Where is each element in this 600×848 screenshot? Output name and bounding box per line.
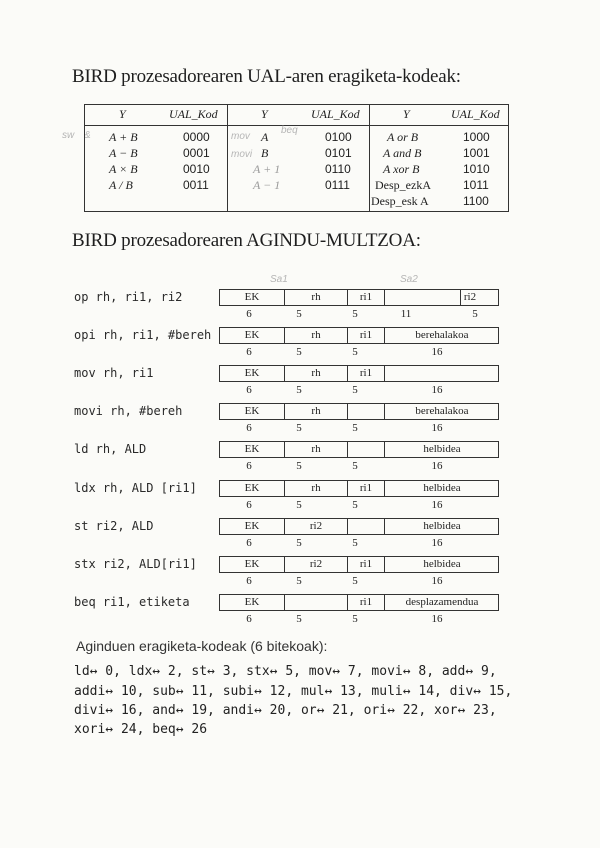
- ual-op: Desp_ezkA: [375, 178, 431, 192]
- field-bit-width: 5: [472, 308, 478, 320]
- instruction-format-box: [219, 441, 499, 458]
- ual-code: 0001: [183, 146, 210, 160]
- ual-code: 0010: [183, 162, 210, 176]
- field-bit-width: 5: [352, 537, 358, 549]
- ual-code: 1100: [463, 194, 489, 208]
- opcode-line: ld↔ 0, ldx↔ 2, st↔ 3, stx↔ 5, mov↔ 7, movi↔ 8, add↔ 9,: [74, 664, 497, 679]
- field-bit-width: 6: [246, 613, 252, 625]
- field-divider: [347, 519, 348, 534]
- format-field: ri1: [359, 367, 373, 379]
- ual-code: 0011: [183, 178, 209, 192]
- field-bit-width: 6: [246, 422, 252, 434]
- field-divider: [347, 595, 348, 610]
- instruction-mnemonic: op rh, ri1, ri2: [74, 290, 183, 304]
- ual-op: A − B: [109, 146, 138, 160]
- format-field: EK: [244, 329, 260, 341]
- format-field: EK: [244, 558, 260, 570]
- format-field: rh: [311, 329, 321, 341]
- format-field: berehalakoa: [415, 405, 469, 417]
- ual-table: [84, 104, 509, 212]
- ual-op: A: [261, 130, 269, 144]
- pencil-note-amp: &: [84, 130, 91, 141]
- format-field: ri1: [359, 329, 373, 341]
- format-field: rh: [311, 367, 321, 379]
- format-field: rh: [311, 443, 321, 455]
- format-field: EK: [244, 367, 260, 379]
- field-divider: [384, 557, 385, 572]
- pencil-note-mov: mov: [231, 131, 250, 142]
- format-field: helbidea: [423, 558, 461, 570]
- instruction-format-box: [219, 289, 499, 306]
- field-divider: [347, 557, 348, 572]
- field-bit-width: 5: [352, 308, 358, 320]
- instruction-format-box: [219, 403, 499, 420]
- field-divider: [347, 404, 348, 419]
- ual-code: 1000: [463, 130, 490, 144]
- field-divider: [384, 481, 385, 496]
- field-divider: [284, 519, 285, 534]
- field-divider: [284, 595, 285, 610]
- field-bit-width: 5: [296, 308, 302, 320]
- format-field: rh: [311, 291, 321, 303]
- header-y-1: Y: [119, 107, 126, 121]
- format-field: ri1: [359, 596, 373, 608]
- field-divider: [347, 366, 348, 381]
- format-field: EK: [244, 443, 260, 455]
- field-divider: [384, 595, 385, 610]
- ual-code: 0100: [325, 130, 352, 144]
- instruction-mnemonic: opi rh, ri1, #bereh: [74, 328, 212, 342]
- instruction-format-box: [219, 327, 499, 344]
- instruction-mnemonic: movi rh, #bereh: [74, 404, 183, 418]
- instruction-format-box: [219, 518, 499, 535]
- ual-code: 1001: [463, 146, 490, 160]
- field-bit-width: 6: [246, 346, 252, 358]
- field-bit-width: 16: [431, 346, 443, 358]
- field-divider: [384, 442, 385, 457]
- field-divider: [284, 481, 285, 496]
- field-bit-width: 16: [431, 613, 443, 625]
- format-field: helbidea: [423, 482, 461, 494]
- instruction-mnemonic: mov rh, ri1: [74, 366, 154, 380]
- format-field: rh: [311, 482, 321, 494]
- field-bit-width: 16: [431, 384, 443, 396]
- format-field: EK: [244, 291, 260, 303]
- field-bit-width: 5: [296, 537, 302, 549]
- ual-heading: BIRD prozesadorearen UAL-aren eragiketa-kodeak:: [72, 66, 461, 87]
- field-bit-width: 5: [352, 613, 358, 625]
- field-bit-width: 5: [296, 422, 302, 434]
- format-field: berehalakoa: [415, 329, 469, 341]
- field-bit-width: 16: [431, 537, 443, 549]
- instruction-mnemonic: ld rh, ALD: [74, 442, 147, 456]
- field-bit-width: 6: [246, 308, 252, 320]
- field-bit-width: 5: [352, 460, 358, 472]
- field-divider: [460, 290, 461, 305]
- format-field: ri1: [359, 482, 373, 494]
- ual-op: A + 1: [253, 162, 281, 176]
- field-bit-width: 5: [296, 460, 302, 472]
- format-field: EK: [244, 520, 260, 532]
- field-divider: [384, 328, 385, 343]
- field-bit-width: 5: [296, 575, 302, 587]
- ual-op: A − 1: [253, 178, 281, 192]
- ual-code: 1011: [463, 178, 489, 192]
- ual-code: 0111: [325, 178, 350, 192]
- field-divider: [284, 290, 285, 305]
- ual-code: 0110: [325, 162, 351, 176]
- header-y-2: Y: [261, 107, 268, 121]
- format-field: EK: [244, 596, 260, 608]
- ual-op: A or B: [387, 130, 419, 144]
- instruction-mnemonic: beq ri1, etiketa: [74, 595, 190, 609]
- field-bit-width: 16: [431, 460, 443, 472]
- field-bit-width: 5: [296, 613, 302, 625]
- header-y-3: Y: [403, 107, 410, 121]
- opcode-line: addi↔ 10, sub↔ 11, subi↔ 12, mul↔ 13, muli↔ 14, div↔ 15,: [74, 684, 513, 699]
- instruction-mnemonic: stx ri2, ALD[ri1]: [74, 557, 197, 571]
- field-divider: [384, 366, 385, 381]
- agindu-heading: BIRD prozesadorearen AGINDU-MULTZOA:: [72, 230, 421, 251]
- ual-op: A / B: [109, 178, 133, 192]
- ual-op: A and B: [383, 146, 422, 160]
- field-bit-width: 6: [246, 499, 252, 511]
- instruction-format-box: [219, 365, 499, 382]
- ual-op: A xor B: [383, 162, 420, 176]
- format-field: EK: [244, 482, 260, 494]
- field-divider: [384, 519, 385, 534]
- field-bit-width: 5: [352, 422, 358, 434]
- field-divider: [384, 290, 385, 305]
- field-divider: [284, 557, 285, 572]
- field-divider: [284, 442, 285, 457]
- instruction-mnemonic: ldx rh, ALD [ri1]: [74, 481, 197, 495]
- pencil-note-sa2: Sa2: [400, 274, 418, 285]
- field-divider: [347, 442, 348, 457]
- format-field: rh: [311, 405, 321, 417]
- format-field: ri2: [463, 291, 477, 303]
- column-divider: [369, 105, 370, 211]
- format-field: EK: [244, 405, 260, 417]
- field-bit-width: 5: [352, 499, 358, 511]
- field-bit-width: 5: [352, 384, 358, 396]
- field-bit-width: 6: [246, 384, 252, 396]
- field-divider: [284, 404, 285, 419]
- field-bit-width: 6: [246, 537, 252, 549]
- field-bit-width: 5: [352, 575, 358, 587]
- field-divider: [347, 481, 348, 496]
- field-divider: [347, 290, 348, 305]
- ual-code: 0000: [183, 130, 210, 144]
- ual-op: A + B: [109, 130, 138, 144]
- ual-op: B: [261, 146, 269, 160]
- format-field: ri1: [359, 291, 373, 303]
- format-field: helbidea: [423, 520, 461, 532]
- instruction-mnemonic: st ri2, ALD: [74, 519, 154, 533]
- field-divider: [384, 404, 385, 419]
- header-kod-2: UAL_Kod: [311, 107, 360, 121]
- instruction-format-box: [219, 594, 499, 611]
- header-kod-3: UAL_Kod: [451, 107, 500, 121]
- ual-code: 1010: [463, 162, 490, 176]
- opcode-line: xori↔ 24, beq↔ 26: [74, 722, 208, 737]
- field-bit-width: 5: [352, 346, 358, 358]
- ual-op: A × B: [109, 162, 138, 176]
- field-divider: [284, 328, 285, 343]
- field-bit-width: 5: [296, 346, 302, 358]
- header-kod-1: UAL_Kod: [169, 107, 218, 121]
- field-bit-width: 16: [431, 575, 443, 587]
- pencil-note-movi: movi: [231, 149, 253, 160]
- ual-code: 0101: [325, 146, 352, 160]
- field-divider: [347, 328, 348, 343]
- field-divider: [284, 366, 285, 381]
- column-divider: [227, 105, 228, 211]
- opcode-line: divi↔ 16, and↔ 19, andi↔ 20, or↔ 21, ori↔ 22, xor↔ 23,: [74, 703, 497, 718]
- pencil-note-beq: beq: [281, 125, 298, 136]
- pencil-note-sa1: Sa1: [270, 274, 288, 285]
- field-bit-width: 5: [296, 499, 302, 511]
- instruction-format-box: [219, 480, 499, 497]
- field-bit-width: 16: [431, 422, 443, 434]
- field-bit-width: 11: [400, 308, 412, 320]
- instruction-format-box: [219, 556, 499, 573]
- format-field: ri2: [309, 558, 323, 570]
- ual-op: Desp_esk A: [371, 194, 429, 208]
- field-bit-width: 16: [431, 499, 443, 511]
- format-field: ri1: [359, 558, 373, 570]
- pencil-note-sw: sw: [62, 130, 75, 141]
- field-bit-width: 5: [296, 384, 302, 396]
- field-bit-width: 6: [246, 460, 252, 472]
- field-bit-width: 6: [246, 575, 252, 587]
- format-field: ri2: [309, 520, 323, 532]
- format-field: desplazamendua: [405, 596, 479, 608]
- format-field: helbidea: [423, 443, 461, 455]
- opcode-caption: Aginduen eragiketa-kodeak (6 bitekoak):: [76, 638, 328, 654]
